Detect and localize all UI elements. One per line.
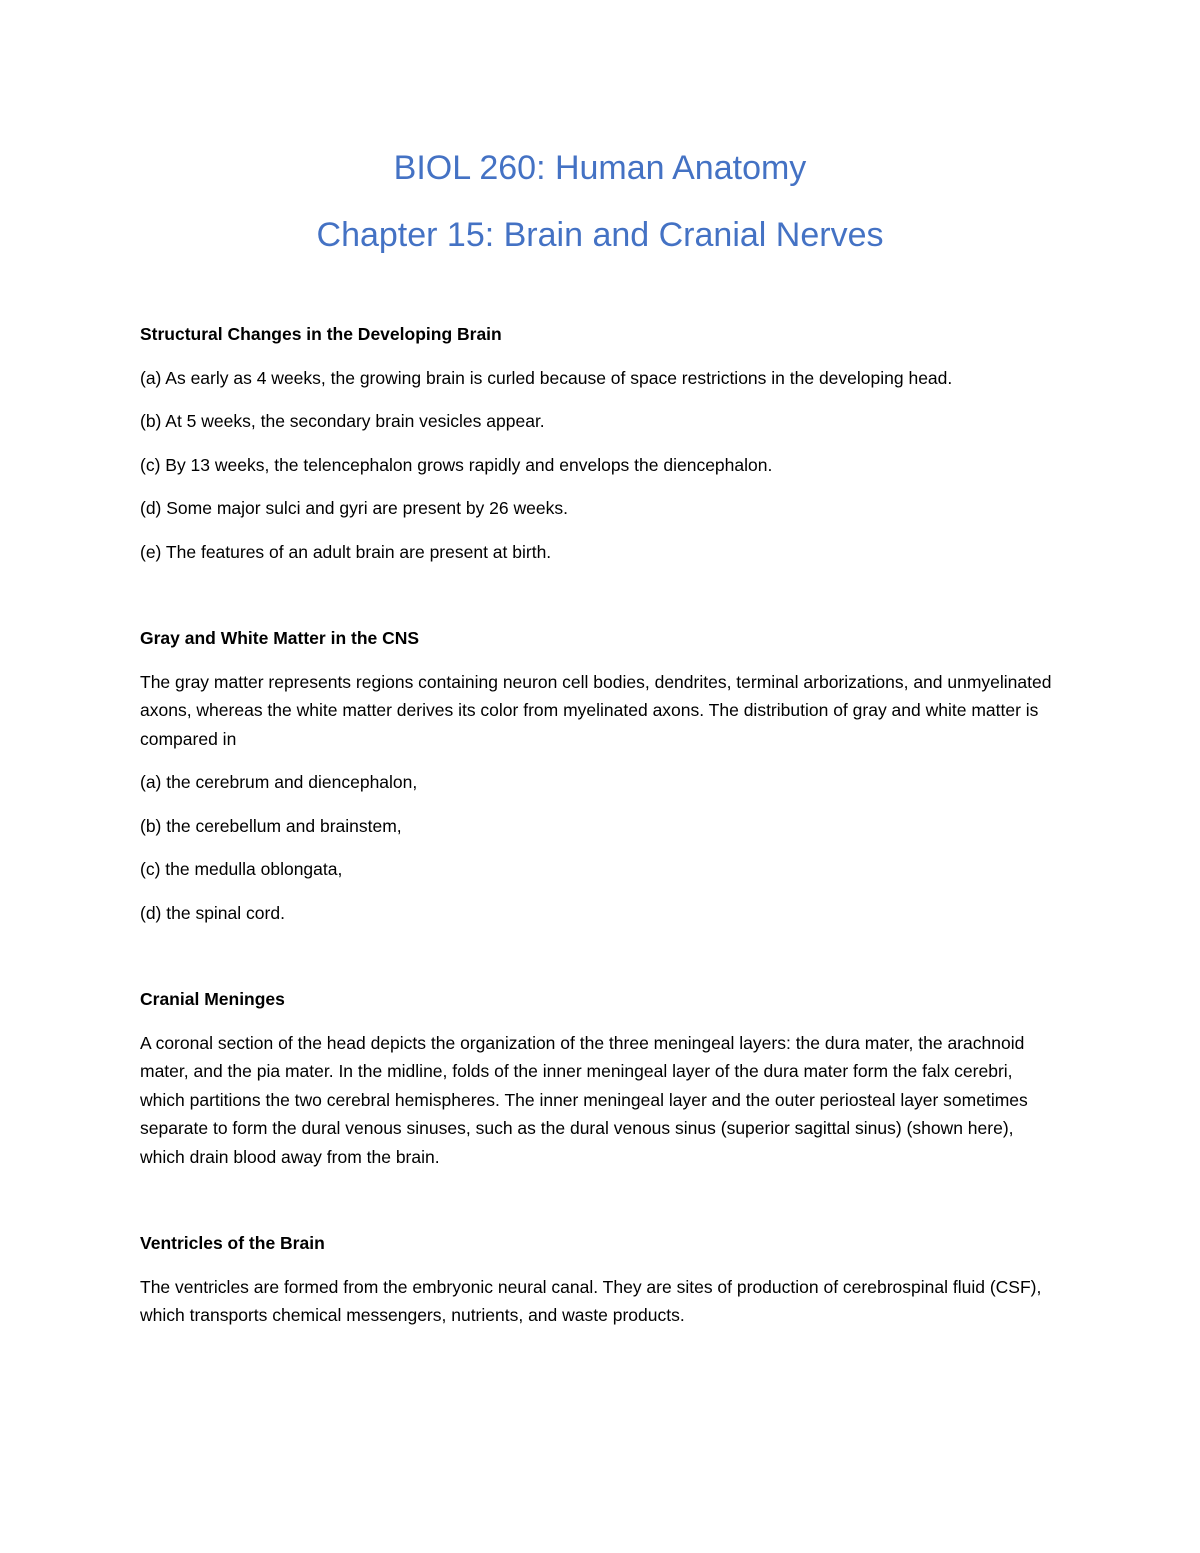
section-spacer	[140, 581, 1060, 624]
course-title: BIOL 260: Human Anatomy	[393, 149, 807, 187]
paragraph: A coronal section of the head depicts the organization of the three meningeal layers: the dura mater, the arachnoid mater, and the pia mater. In the midline, folds of the inner meningeal layer of the dura mater form the falx cerebri, which partitions the two cerebral hemispheres. The inner meningeal layer and the outer periosteal layer sometimes separate to form the dural venous sinuses, such as the dural venous sinus (superior sagittal sinus) (shown here), which drain blood away from the brain.	[140, 1032, 1028, 1167]
section-heading: Ventricles of the Brain	[140, 1233, 325, 1253]
paragraph: (a) the cerebrum and diencephalon,	[140, 772, 418, 792]
chapter-title: Chapter 15: Brain and Cranial Nerves	[316, 216, 884, 254]
section-heading: Gray and White Matter in the CNS	[140, 628, 420, 648]
paragraph: (b) At 5 weeks, the secondary brain vesicles appear.	[140, 411, 545, 431]
paragraph: The ventricles are formed from the embryonic neural canal. They are sites of production of cerebrospinal fluid (CSF), which transports chemical messengers, nutrients, and waste products.	[140, 1276, 1042, 1325]
paragraph: The gray matter represents regions containing neuron cell bodies, dendrites, terminal arborizations, and unmyelinated axons, whereas the white matter derives its color from myelinated axons. The distribution of gray and white matter is compared in	[140, 671, 1052, 749]
paragraph: (a) As early as 4 weeks, the growing brain is curled because of space restrictions in the developing head.	[140, 367, 953, 388]
paragraph: (c) By 13 weeks, the telencephalon grows rapidly and envelops the diencephalon.	[140, 454, 773, 475]
paragraph: (d) the spinal cord.	[140, 902, 285, 923]
paragraph: (b) the cerebellum and brainstem,	[140, 815, 402, 836]
section-developing-brain	[140, 320, 1060, 566]
section-heading: Cranial Meninges	[140, 989, 285, 1009]
section-gray-white-matter	[140, 624, 1060, 927]
section-spacer	[140, 942, 1060, 985]
document-body	[140, 320, 1060, 1345]
section-heading: Structural Changes in the Developing Brain	[140, 324, 502, 344]
section-cranial-meninges	[140, 985, 1060, 1171]
paragraph: (c) the medulla oblongata,	[140, 859, 343, 879]
paragraph: (e) The features of an adult brain are present at birth.	[140, 541, 552, 562]
section-ventricles	[140, 1229, 1060, 1330]
paragraph: (d) Some major sulci and gyri are present by 26 weeks.	[140, 498, 568, 518]
section-spacer	[140, 1186, 1060, 1229]
